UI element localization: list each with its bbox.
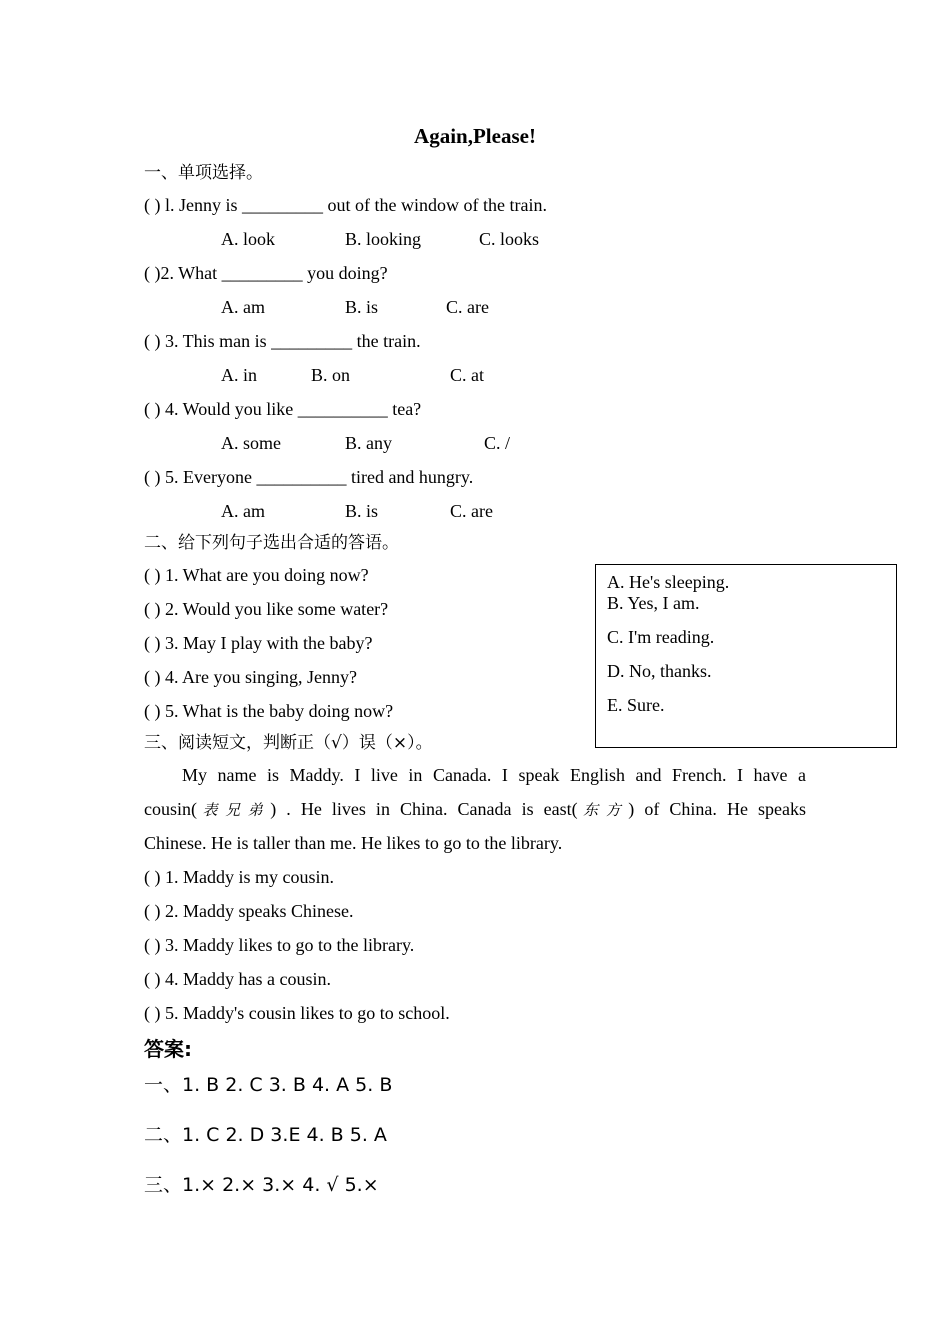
question-item: ( ) 1. Maddy is my cousin. bbox=[144, 867, 334, 887]
question-stem: ( ) l. Jenny is _________ out of the window of the train. bbox=[144, 195, 547, 215]
passage-text: ) of China. He speaks bbox=[628, 799, 806, 819]
passage-text: Chinese. He is taller than me. He likes to go to the library. bbox=[144, 833, 563, 853]
answer-line: 三、1.× 2.× 3.× 4. √ 5.× bbox=[144, 1174, 379, 1196]
choice-item: D. No, thanks. bbox=[607, 661, 712, 681]
answer-line: 二、1. C 2. D 3.E 4. B 5. A bbox=[144, 1124, 387, 1146]
option-c: C. are bbox=[450, 501, 493, 521]
question-item: ( ) 2. Maddy speaks Chinese. bbox=[144, 901, 354, 921]
question-stem: ( )2. What _________ you doing? bbox=[144, 263, 388, 283]
section2-heading: 二、给下列句子选出合适的答语。 bbox=[144, 533, 399, 553]
option-b: B. on bbox=[311, 365, 351, 385]
page-title: Again,Please! bbox=[414, 124, 536, 148]
passage-gloss: 表兄弟 bbox=[197, 801, 271, 819]
choice-item: A. He's sleeping. bbox=[607, 572, 730, 592]
option-a: A. some bbox=[221, 433, 281, 453]
question-stem: ( ) 3. This man is _________ the train. bbox=[144, 331, 421, 351]
option-c: C. looks bbox=[479, 229, 540, 249]
passage-line bbox=[144, 758, 806, 792]
question-item: ( ) 5. What is the baby doing now? bbox=[144, 701, 394, 721]
question-item: ( ) 1. What are you doing now? bbox=[144, 565, 369, 585]
passage-line bbox=[144, 826, 806, 860]
option-b: B. is bbox=[345, 297, 379, 317]
question-stem: ( ) 4. Would you like __________ tea? bbox=[144, 399, 422, 419]
passage-line bbox=[144, 792, 806, 827]
passage-text: My name is Maddy. I live in Canada. I speak English and French. I have a bbox=[182, 765, 806, 785]
question-item: ( ) 3. Maddy likes to go to the library. bbox=[144, 935, 415, 955]
question-stem: ( ) 5. Everyone __________ tired and hungry. bbox=[144, 467, 474, 487]
question-item: ( ) 5. Maddy's cousin likes to go to school. bbox=[144, 1003, 450, 1023]
option-c: C. / bbox=[484, 433, 511, 453]
answer-line: 一、1. B 2. C 3. B 4. A 5. B bbox=[144, 1074, 393, 1096]
option-b: B. looking bbox=[345, 229, 422, 249]
question-item: ( ) 4. Maddy has a cousin. bbox=[144, 969, 331, 989]
choice-item: C. I'm reading. bbox=[607, 627, 715, 647]
passage-gloss: 东方 bbox=[577, 801, 629, 819]
question-item: ( ) 3. May I play with the baby? bbox=[144, 633, 373, 653]
question-item: ( ) 2. Would you like some water? bbox=[144, 599, 389, 619]
option-a: A. look bbox=[221, 229, 275, 249]
choice-item: E. Sure. bbox=[607, 695, 665, 715]
passage-text: cousin( bbox=[144, 799, 197, 819]
option-b: B. is bbox=[345, 501, 379, 521]
option-a: A. am bbox=[221, 297, 265, 317]
option-a: A. in bbox=[221, 365, 257, 385]
answers-heading: 答案: bbox=[144, 1037, 192, 1061]
section3-heading: 三、阅读短文，判断正（√）误（×）。 bbox=[144, 733, 433, 753]
option-c: C. at bbox=[450, 365, 484, 385]
option-b: B. any bbox=[345, 433, 392, 453]
option-a: A. am bbox=[221, 501, 265, 521]
section1-heading: 一、单项选择。 bbox=[144, 163, 263, 183]
choice-item: B. Yes, I am. bbox=[607, 593, 700, 613]
option-c: C. are bbox=[446, 297, 489, 317]
passage-text: ) . He lives in China. Canada is east( bbox=[270, 799, 578, 819]
question-item: ( ) 4. Are you singing, Jenny? bbox=[144, 667, 357, 687]
